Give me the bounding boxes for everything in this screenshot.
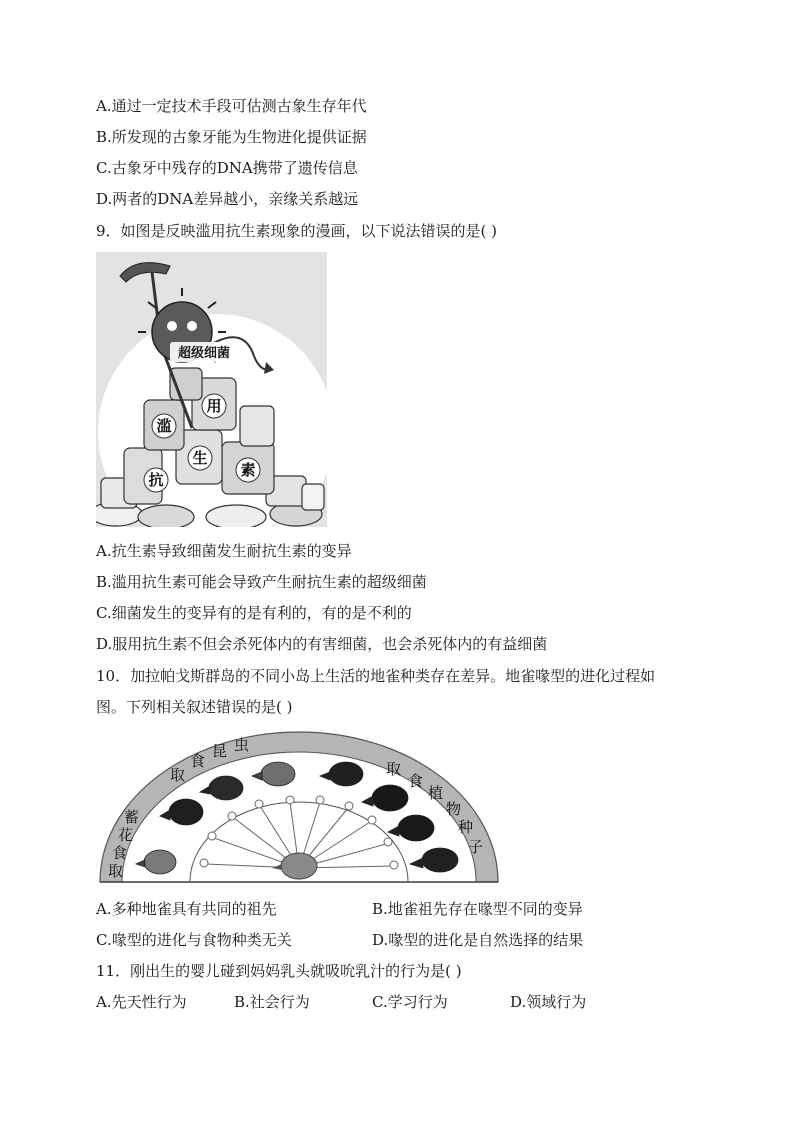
nectar-label-char-4: 取 <box>108 862 124 880</box>
q11-option-b: B.社会行为 <box>234 993 310 1011</box>
seed-label-char-3: 植 <box>428 784 444 802</box>
nectar-label-char-1: 蓄 <box>124 808 140 826</box>
q8-option-d: D.两者的DNA差异越小，亲缘关系越远 <box>96 190 359 208</box>
q10-option-a: A.多种地雀具有共同的祖先 <box>96 900 277 918</box>
seed-label-char-4: 物 <box>446 800 462 818</box>
nectar-label-char-2: 花 <box>118 826 134 844</box>
q10-option-b: B.地雀祖先存在喙型不同的变异 <box>372 900 583 918</box>
q11-stem: 11．刚出生的婴儿碰到妈妈乳头就吸吮乳汁的行为是( ) <box>96 962 462 980</box>
seed-label-char-1: 取 <box>386 760 402 778</box>
seed-label-char-2: 食 <box>408 772 424 790</box>
bottle-char-1: 滥 <box>156 417 172 435</box>
finch-beak-evolution-diagram <box>98 728 500 884</box>
bottle-char-3: 抗 <box>148 471 164 489</box>
bottle-char-4: 生 <box>192 449 208 467</box>
nectar-label-char-3: 食 <box>112 844 128 862</box>
q10-stem-line1: 10．加拉帕戈斯群岛的不同小岛上生活的地雀种类存在差异。地雀喙型的进化过程如 <box>96 667 656 685</box>
q8-option-b: B.所发现的古象牙能为生物进化提供证据 <box>96 128 367 146</box>
antibiotic-abuse-cartoon <box>96 252 327 527</box>
q9-option-b: B.滥用抗生素可能会导致产生耐抗生素的超级细菌 <box>96 573 427 591</box>
seed-label-char-6: 子 <box>468 838 484 856</box>
q10-option-d: D.喙型的进化是自然选择的结果 <box>372 931 584 949</box>
seed-label-char-5: 种 <box>458 818 474 836</box>
bottle-char-2: 用 <box>206 397 222 415</box>
bottle-char-5: 素 <box>240 461 256 479</box>
insect-label-char-1: 取 <box>170 766 186 784</box>
q11-option-d: D.领域行为 <box>510 993 587 1011</box>
insect-label-char-2: 食 <box>190 752 206 770</box>
q9-option-a: A.抗生素导致细菌发生耐抗生素的变异 <box>96 542 352 560</box>
q9-option-c: C.细菌发生的变异有的是有利的，有的是不利的 <box>96 604 412 622</box>
super-bacterium-label: 超级细菌 <box>177 346 231 361</box>
q8-option-c: C.古象牙中残存的DNA携带了遗传信息 <box>96 159 358 177</box>
q10-option-c: C.喙型的进化与食物种类无关 <box>96 931 292 949</box>
insect-label-char-3: 昆 <box>212 742 228 760</box>
q11-option-c: C.学习行为 <box>372 993 448 1011</box>
q11-option-a: A.先天性行为 <box>96 993 187 1011</box>
q9-option-d: D.服用抗生素不但会杀死体内的有害细菌，也会杀死体内的有益细菌 <box>96 635 548 653</box>
q9-stem: 9．如图是反映滥用抗生素现象的漫画，以下说法错误的是( ) <box>96 222 498 240</box>
q8-option-a: A.通过一定技术手段可估测古象生存年代 <box>96 97 367 115</box>
insect-label-char-4: 虫 <box>234 736 250 754</box>
q10-stem-line2: 图。下列相关叙述错误的是( ) <box>96 698 293 716</box>
